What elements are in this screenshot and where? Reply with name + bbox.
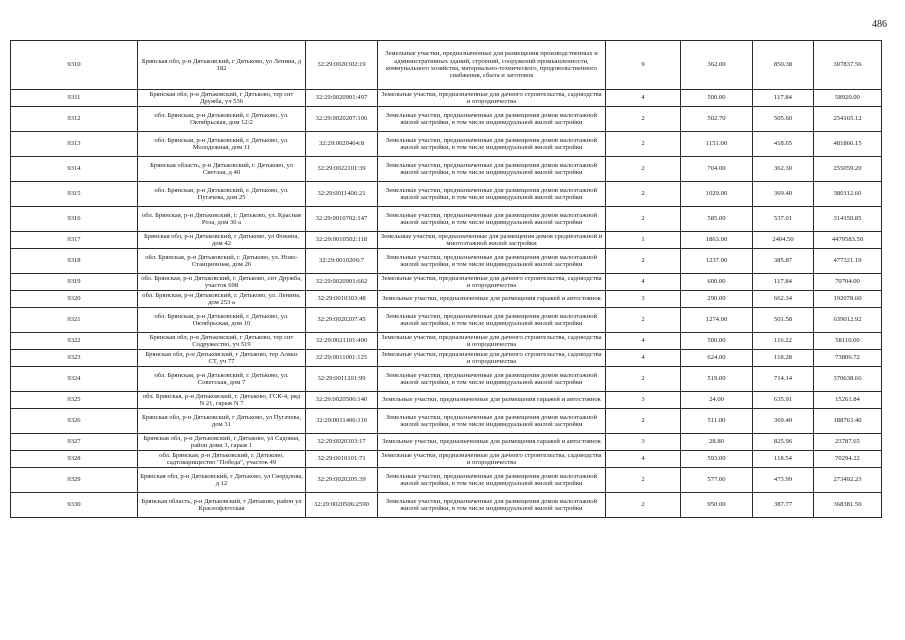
area-cell: 624.00 <box>681 350 753 367</box>
area-cell: 950.00 <box>681 493 753 518</box>
specific-value-cell: 537.01 <box>753 207 814 232</box>
cadastral-value-cell: 380112.60 <box>814 182 882 207</box>
specific-value-cell: 662.34 <box>753 291 814 308</box>
use-group-cell: 4 <box>606 90 681 107</box>
row-number-cell: 9328 <box>11 451 138 468</box>
use-group-cell: 4 <box>606 451 681 468</box>
cadastral-number-cell: 32:29:0011406:21 <box>306 182 378 207</box>
land-use-cell: Земельные участки, предназначенные для размещения гаражей и автостоянок <box>378 434 606 451</box>
row-number-cell: 9323 <box>11 350 138 367</box>
table-row <box>11 249 882 274</box>
cadastral-number-cell: 32:29:0020207:45 <box>306 308 378 333</box>
address-cell: обл. Брянская, р-н Дятьковский, г. Дятьково, ул. Пугачева, дом 25 <box>138 182 306 207</box>
specific-value-cell: 501.58 <box>753 308 814 333</box>
cadastral-number-cell: 32:29:0021101:490 <box>306 333 378 350</box>
table-row <box>11 493 882 518</box>
specific-value-cell: 387.77 <box>753 493 814 518</box>
address-cell: Брянская обл, р-н Дятьковский, г Дятьково, тер снт Содружество, уч 519 <box>138 333 306 350</box>
row-number-cell: 9329 <box>11 468 138 493</box>
use-group-cell: 2 <box>606 207 681 232</box>
use-group-cell: 2 <box>606 367 681 392</box>
land-use-cell: Земельные участки, предназначенные для дачного строительства, садоводства и огородничества <box>378 274 606 291</box>
table-row <box>11 232 882 249</box>
land-use-cell: Земельные участки, предназначенные для размещения домов малоэтажной жилой застройки, в том числе индивидуальной жилой застройки <box>378 493 606 518</box>
cadastral-number-cell: 32:29:0020901:662 <box>306 274 378 291</box>
row-number-cell: 9327 <box>11 434 138 451</box>
land-use-cell: Земельные участки, предназначенные для размещения домов малоэтажной жилой застройки, в том числе индивидуальной жилой застройки <box>378 468 606 493</box>
area-cell: 1274.00 <box>681 308 753 333</box>
table-row <box>11 207 882 232</box>
cadastral-number-cell: 32:29:0011201:99 <box>306 367 378 392</box>
specific-value-cell: 118.54 <box>753 451 814 468</box>
cadastral-value-cell: 73806.72 <box>814 350 882 367</box>
specific-value-cell: 635.91 <box>753 392 814 409</box>
area-cell: 511.00 <box>681 409 753 434</box>
table-row <box>11 451 882 468</box>
cadastral-number-cell: 32:29:0020506:140 <box>306 392 378 409</box>
use-group-cell: 2 <box>606 409 681 434</box>
land-use-cell: Земельные участки, предназначенные для размещения домов малоэтажной жилой застройки, в том числе индивидуальной жилой застройки <box>378 409 606 434</box>
address-cell: обл. Брянская, р-н Дятьковский, г. Дятьково, снт Дружба, участок 698 <box>138 274 306 291</box>
specific-value-cell: 117.84 <box>753 274 814 291</box>
use-group-cell: 2 <box>606 249 681 274</box>
address-cell: обл. Брянская, р-н Дятьковский, г. Дятьково, ул. Ленина, дом 253 а <box>138 291 306 308</box>
cadastral-value-cell: 70704.00 <box>814 274 882 291</box>
specific-value-cell: 369.40 <box>753 182 814 207</box>
area-cell: 593.00 <box>681 451 753 468</box>
address-cell: Брянская обл, р-н Дятьковский, г Дятьково, ул Свердлова, д 12 <box>138 468 306 493</box>
row-number-cell: 9316 <box>11 207 138 232</box>
row-number-cell: 9312 <box>11 107 138 132</box>
use-group-cell: 1 <box>606 232 681 249</box>
row-number-cell: 9317 <box>11 232 138 249</box>
cadastral-number-cell: 32:29:0010101:71 <box>306 451 378 468</box>
area-cell: 502.70 <box>681 107 753 132</box>
cadastral-number-cell: 32:29:0020302:19 <box>306 41 378 90</box>
area-cell: 577.00 <box>681 468 753 493</box>
cadastral-value-cell: 254165.12 <box>814 107 882 132</box>
land-use-cell: Земельные участки, предназначенные для размещения производственных и административных зданий, строений, сооружений промышленности, коммунального хозяйства, материально-технического, продовольственного снабжения, сбыта и заготовок <box>378 41 606 90</box>
row-number-cell: 9310 <box>11 41 138 90</box>
land-use-cell: Земельные участки, предназначенные для дачного строительства, садоводства и огородничества <box>378 350 606 367</box>
page-number: 486 <box>872 19 887 30</box>
area-cell: 1237.00 <box>681 249 753 274</box>
specific-value-cell: 505.60 <box>753 107 814 132</box>
specific-value-cell: 714.14 <box>753 367 814 392</box>
land-use-cell: Земельные участки, предназначенные для дачного строительства, садоводства и огородничества <box>378 90 606 107</box>
use-group-cell: 2 <box>606 468 681 493</box>
land-use-cell: Земельные участки, предназначенные для дачного строительства, садоводства и огородничества <box>378 451 606 468</box>
specific-value-cell: 117.84 <box>753 90 814 107</box>
use-group-cell: 2 <box>606 308 681 333</box>
land-use-cell: Земельные участки, предназначенные для размещения домов среднеэтажной и многоэтажной жилой застройки <box>378 232 606 249</box>
cadastral-number-cell: 32:29:0010206:7 <box>306 249 378 274</box>
address-cell: обл. Брянская, р-н Дятьковский, г. Дятьково, ул. Советская, дом 7 <box>138 367 306 392</box>
land-use-cell: Земельные участки, предназначенные для размещения домов малоэтажной жилой застройки, в том числе индивидуальной жилой застройки <box>378 182 606 207</box>
row-number-cell: 9320 <box>11 291 138 308</box>
table-row <box>11 367 882 392</box>
land-plot-table <box>10 40 882 518</box>
table-row <box>11 291 882 308</box>
cadastral-value-cell: 188763.40 <box>814 409 882 434</box>
area-cell: 500.00 <box>681 333 753 350</box>
table-row <box>11 308 882 333</box>
area-cell: 1029.00 <box>681 182 753 207</box>
table-row <box>11 333 882 350</box>
use-group-cell: 2 <box>606 493 681 518</box>
use-group-cell: 3 <box>606 434 681 451</box>
cadastral-value-cell: 58110.00 <box>814 333 882 350</box>
specific-value-cell: 473.99 <box>753 468 814 493</box>
table-row <box>11 350 882 367</box>
table-row <box>11 132 882 157</box>
cadastral-value-cell: 70294.22 <box>814 451 882 468</box>
cadastral-value-cell: 368381.50 <box>814 493 882 518</box>
address-cell: Брянская обл, р-н Дятьковский, г Дятьково, тер Алмаз СТ, уч 77 <box>138 350 306 367</box>
land-use-cell: Земельные участки, предназначенные для размещения домов малоэтажной жилой застройки, в том числе индивидуальной жилой застройки <box>378 308 606 333</box>
land-use-cell: Земельные участки, предназначенные для размещения домов малоэтажной жилой застройки, в том числе индивидуальной жилой застройки <box>378 132 606 157</box>
use-group-cell: 2 <box>606 157 681 182</box>
table-row <box>11 107 882 132</box>
cadastral-value-cell: 23787.65 <box>814 434 882 451</box>
table-row <box>11 392 882 409</box>
cadastral-value-cell: 15261.84 <box>814 392 882 409</box>
land-use-cell: Земельные участки, предназначенные для размещения домов малоэтажной жилой застройки, в том числе индивидуальной жилой застройки <box>378 157 606 182</box>
area-cell: 362.00 <box>681 41 753 90</box>
table-row <box>11 157 882 182</box>
table-row <box>11 274 882 291</box>
address-cell: обл. Брянская, р-н Дятьковский, г. Дятьково, ул. Октябрьская, дом 10 <box>138 308 306 333</box>
row-number-cell: 9325 <box>11 392 138 409</box>
row-number-cell: 9311 <box>11 90 138 107</box>
table-row <box>11 182 882 207</box>
area-cell: 500.00 <box>681 90 753 107</box>
land-use-cell: Земельные участки, предназначенные для размещения гаражей и автостоянок <box>378 291 606 308</box>
cadastral-value-cell: 273492.23 <box>814 468 882 493</box>
address-cell: обл. Брянская, р-н Дятьковский, г. Дятьково, ул. Октябрьская, дом 12/2 <box>138 107 306 132</box>
address-cell: Брянская обл, р-н Дятьковский, г Дятьково, ул Фокина, дом 42 <box>138 232 306 249</box>
row-number-cell: 9321 <box>11 308 138 333</box>
cadastral-value-cell: 58920.00 <box>814 90 882 107</box>
land-use-cell: Земельные участки, предназначенные для дачного строительства, садоводства и огородничества <box>378 333 606 350</box>
row-number-cell: 9330 <box>11 493 138 518</box>
cadastral-value-cell: 481866.15 <box>814 132 882 157</box>
row-number-cell: 9318 <box>11 249 138 274</box>
cadastral-number-cell: 32:29:0011001:125 <box>306 350 378 367</box>
address-cell: Брянская обл, р-н Дятьковский, г Дятьково, ул Садовая, район дома 3, гараж 1 <box>138 434 306 451</box>
specific-value-cell: 118.28 <box>753 350 814 367</box>
cadastral-number-cell: 32:29:0020205:39 <box>306 468 378 493</box>
address-cell: обл. Брянская, р-н Дятьковский, г. Дятьково, ул. Красная Роза, дом 30 а <box>138 207 306 232</box>
use-group-cell: 9 <box>606 41 681 90</box>
address-cell: обл. Брянская, р-н Дятьковский, г. Дятьково, садтоварищество "Победа", участок 49 <box>138 451 306 468</box>
land-use-cell: Земельные участки, предназначенные для размещения домов малоэтажной жилой застройки, в том числе индивидуальной жилой застройки <box>378 249 606 274</box>
address-cell: Брянская область, р-н Дятьковский, г Дятьково, район ул Краснофлотская <box>138 493 306 518</box>
cadastral-number-cell: 32:29:0010702:147 <box>306 207 378 232</box>
cadastral-number-cell: 32:29:0020303:17 <box>306 434 378 451</box>
specific-value-cell: 418.65 <box>753 132 814 157</box>
cadastral-value-cell: 307837.56 <box>814 41 882 90</box>
area-cell: 704.00 <box>681 157 753 182</box>
cadastral-value-cell: 370638.66 <box>814 367 882 392</box>
table-row <box>11 409 882 434</box>
address-cell: обл. Брянская, р-н Дятьковский, г. Дятьково, ул. Ново-Станционная, дом 26 <box>138 249 306 274</box>
area-cell: 519.00 <box>681 367 753 392</box>
use-group-cell: 2 <box>606 107 681 132</box>
specific-value-cell: 369.40 <box>753 409 814 434</box>
land-use-cell: Земельные участки, предназначенные для размещения гаражей и автостоянок <box>378 392 606 409</box>
cadastral-number-cell: 32:29:0020506:2590 <box>306 493 378 518</box>
cadastral-value-cell: 314150.85 <box>814 207 882 232</box>
cadastral-number-cell: 32:29:0020404:8 <box>306 132 378 157</box>
specific-value-cell: 2404.50 <box>753 232 814 249</box>
address-cell: Брянская обл, р-н Дятьковский, г Дятьково, ул Ленина, д 182 <box>138 41 306 90</box>
cadastral-value-cell: 255059.20 <box>814 157 882 182</box>
land-use-cell: Земельные участки, предназначенные для размещения домов малоэтажной жилой застройки, в том числе индивидуальной жилой застройки <box>378 367 606 392</box>
specific-value-cell: 850.38 <box>753 41 814 90</box>
use-group-cell: 3 <box>606 291 681 308</box>
address-cell: обл. Брянская, р-н Дятьковский, г. Дятьково, ул. Молодежная, дом 11 <box>138 132 306 157</box>
area-cell: 1863.00 <box>681 232 753 249</box>
row-number-cell: 9324 <box>11 367 138 392</box>
use-group-cell: 2 <box>606 182 681 207</box>
land-use-cell: Земельные участки, предназначенные для размещения домов малоэтажной жилой застройки, в том числе индивидуальной жилой застройки <box>378 207 606 232</box>
cadastral-value-cell: 639012.92 <box>814 308 882 333</box>
cadastral-number-cell: 32:29:0010502:118 <box>306 232 378 249</box>
area-cell: 290.00 <box>681 291 753 308</box>
use-group-cell: 4 <box>606 274 681 291</box>
use-group-cell: 4 <box>606 333 681 350</box>
address-cell: Брянская обл, р-н Дятьковский, г Дятьково, ул Пугачева, дом 31 <box>138 409 306 434</box>
table-row <box>11 434 882 451</box>
use-group-cell: 3 <box>606 392 681 409</box>
cadastral-number-cell: 32:29:0010303:48 <box>306 291 378 308</box>
address-cell: обл. Брянская, р-н Дятьковский, г. Дятьково, ГСК-4, ряд N 21, гараж N 7 <box>138 392 306 409</box>
area-cell: 600.00 <box>681 274 753 291</box>
specific-value-cell: 385.87 <box>753 249 814 274</box>
cadastral-number-cell: 32:29:0011406:110 <box>306 409 378 434</box>
area-cell: 24.00 <box>681 392 753 409</box>
cadastral-value-cell: 477321.19 <box>814 249 882 274</box>
specific-value-cell: 116.22 <box>753 333 814 350</box>
cadastral-number-cell: 32:29:0020901:497 <box>306 90 378 107</box>
row-number-cell: 9326 <box>11 409 138 434</box>
row-number-cell: 9315 <box>11 182 138 207</box>
cadastral-value-cell: 4479583.50 <box>814 232 882 249</box>
use-group-cell: 4 <box>606 350 681 367</box>
table-row <box>11 90 882 107</box>
table-row <box>11 468 882 493</box>
cadastral-number-cell: 32:29:0020207:106 <box>306 107 378 132</box>
specific-value-cell: 362.30 <box>753 157 814 182</box>
address-cell: Брянская обл, р-н Дятьковский, г Дятьково, тер снт Дружба, уч 536 <box>138 90 306 107</box>
cadastral-value-cell: 192078.60 <box>814 291 882 308</box>
land-use-cell: Земельные участки, предназначенные для размещения домов малоэтажной жилой застройки, в том числе индивидуальной жилой застройки <box>378 107 606 132</box>
table-row <box>11 41 882 90</box>
cadastral-number-cell: 32:29:0022101:39 <box>306 157 378 182</box>
use-group-cell: 2 <box>606 132 681 157</box>
specific-value-cell: 825.96 <box>753 434 814 451</box>
row-number-cell: 9313 <box>11 132 138 157</box>
area-cell: 28.80 <box>681 434 753 451</box>
row-number-cell: 9319 <box>11 274 138 291</box>
area-cell: 585.00 <box>681 207 753 232</box>
address-cell: Брянская область, р-н Дятьковский, г. Дятьково, ул Светлая, д 40 <box>138 157 306 182</box>
row-number-cell: 9322 <box>11 333 138 350</box>
area-cell: 1151.00 <box>681 132 753 157</box>
row-number-cell: 9314 <box>11 157 138 182</box>
